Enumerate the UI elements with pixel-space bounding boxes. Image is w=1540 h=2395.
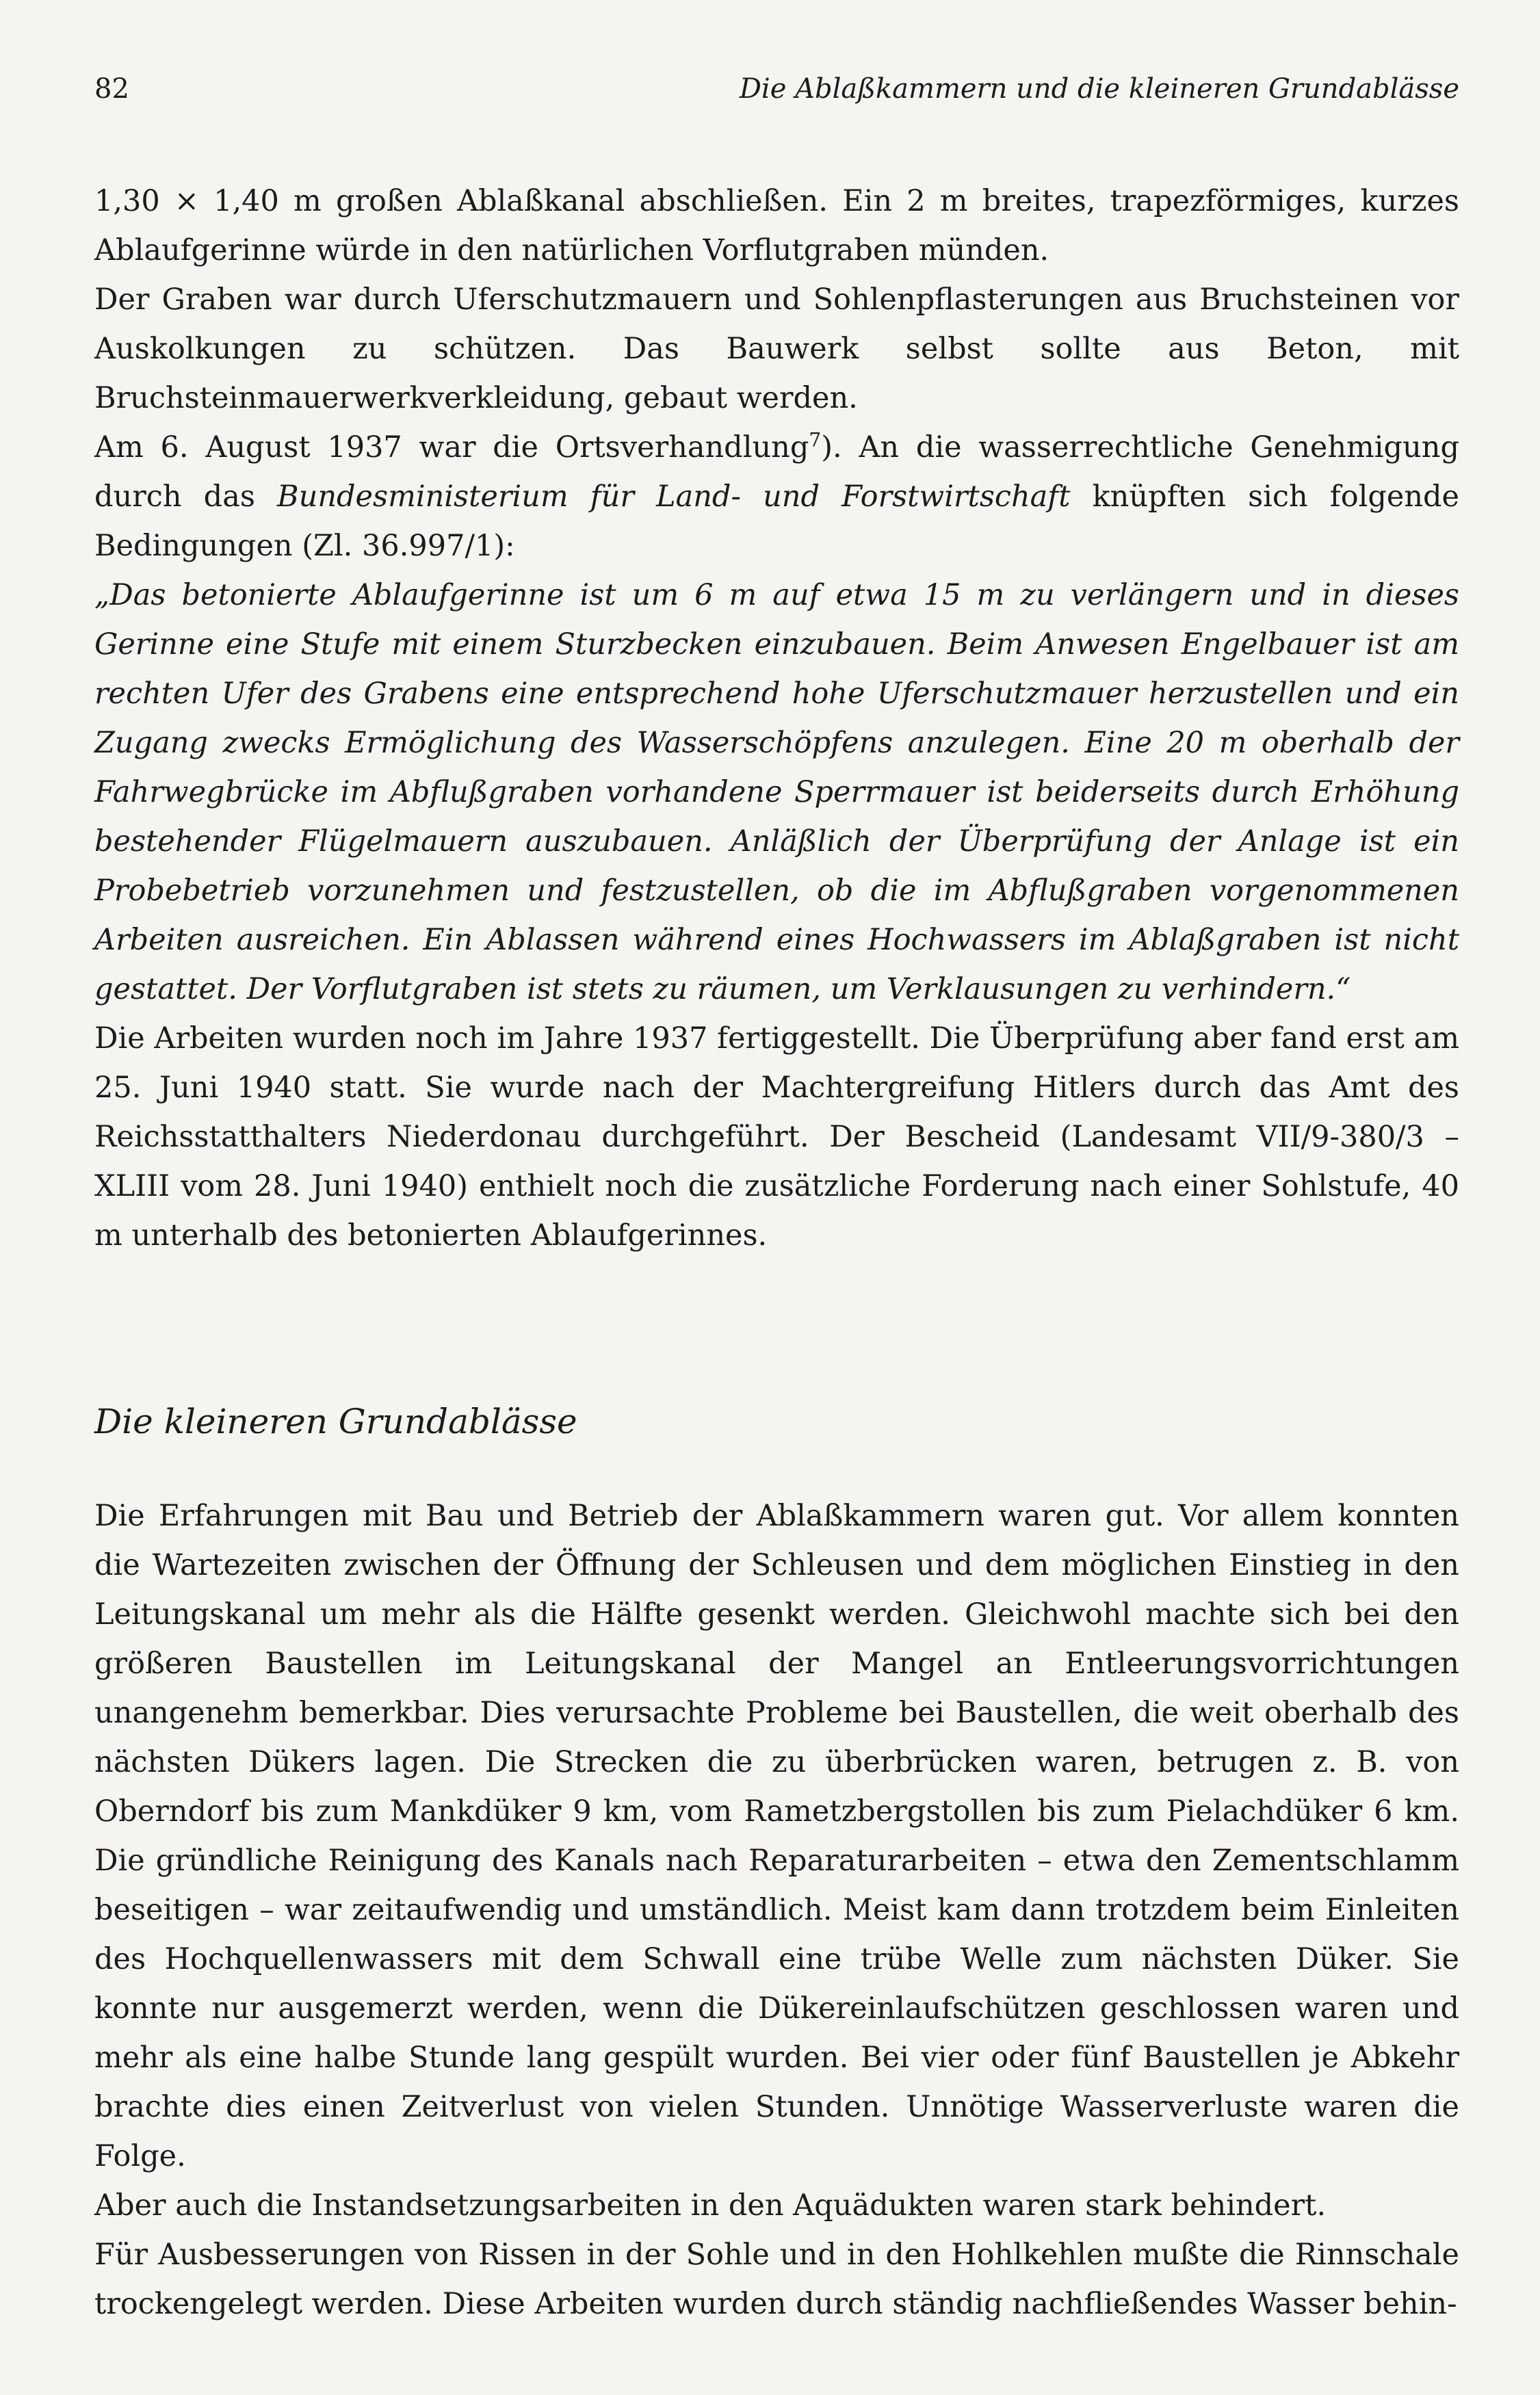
paragraph: Die Arbeiten wurden noch im Jahre 1937 fertiggestellt. Die Überprüfung aber fand erst am 25. Juni 1940 statt. Sie wurde nach der Machtergreifung Hitlers durch das Amt des Reichsstatthalters Niederdonau durchgeführt. Der Bescheid (Landesamt VII/9-380/3 – XLIII vom 28. Juni 1940) enthielt noch die zusätzliche Forderung nach einer Sohlstufe, 40 m unterhalb des betonierten Ablaufgerinnes. xyxy=(94,1021,1459,1253)
section-kleinere-grundablaesse xyxy=(94,1491,1459,2329)
paragraph: Die Erfahrungen mit Bau und Betrieb der Ablaßkammern waren gut. Vor allem konnten die Wartezeiten zwischen der Öffnung der Schleusen und dem möglichen Einstieg in den Leitungskanal um mehr als die Hälfte gesenkt werden. Gleichwohl machte sich bei den größeren Baustellen im Leitungskanal der Mangel an Entleerungsvorrichtungen unangenehm bemerkbar. Dies verursachte Probleme bei Baustellen, die weit oberhalb des nächsten Dükers lagen. Die Strecken die zu überbrücken waren, betrugen z. B. von Oberndorf bis zum Mankdüker 9 km, vom Rametzbergstollen bis zum Pielachdüker 6 km. Die gründliche Reinigung des Kanals nach Reparaturarbeiten – etwa den Zementschlamm beseitigen – war zeitaufwendig und umständlich. Meist kam dann trotzdem beim Einleiten des Hochquellenwassers mit dem Schwall eine trübe Welle zum nächsten Düker. Sie konnte nur ausgemerzt werden, wenn die Dükereinlaufschützen geschlossen waren und mehr als eine halbe Stunde lang gespült wurden. Bei vier oder fünf Baustellen je Abkehr brachte dies einen Zeitverlust von vielen Stunden. Unnötige Wasserverluste waren die Folge. xyxy=(94,1499,1459,2173)
running-title: Die Ablaßkammern und die kleineren Grundablässe xyxy=(739,73,1459,105)
text-run: Am 6. August 1937 war die Ortsverhandlung xyxy=(94,430,809,464)
page-header xyxy=(94,68,1459,109)
text-run: ). An die wasserrechtliche Genehmigung durch das xyxy=(94,430,1460,514)
paragraph xyxy=(94,423,1459,571)
paragraph: Für Ausbesserungen von Rissen in der Sohle und in den Hohlkehlen mußte die Rinnschale trockengelegt werden. Diese Arbeiten wurden durch ständig nachfließendes Wasser behin- xyxy=(94,2238,1459,2321)
section-ablasskammern xyxy=(94,176,1459,1260)
page-number: 82 xyxy=(94,73,129,105)
section-heading: Die kleineren Grundablässe xyxy=(94,1402,577,1441)
ministry-name: Bundesministerium für Land- und Forstwirtschaft xyxy=(277,480,1071,514)
paragraph: Der Graben war durch Uferschutzmauern und Sohlenpflasterungen aus Bruchsteinen vor Auskolkungen zu schützen. Das Bauwerk selbst sollte aus Beton, mit Bruchsteinmauerwerkverkleidung, gebaut werden. xyxy=(94,283,1459,415)
quoted-conditions: „Das betonierte Ablaufgerinne ist um 6 m auf etwa 15 m zu verlängern und in dieses Gerinne eine Stufe mit einem Sturzbecken einzubauen. Beim Anwesen Engelbauer ist am rechten Ufer des Grabens eine entsprechend hohe Uferschutzmauer herzustellen und ein Zugang zwecks Ermöglichung des Wasserschöpfens anzulegen. Eine 20 m oberhalb der Fahrwegbrücke im Abflußgraben vorhandene Sperrmauer ist beiderseits durch Erhöhung bestehender Flügelmauern auszubauen. Anläßlich der Überprüfung der Anlage ist ein Probebetrieb vorzunehmen und festzustellen, ob die im Abflußgraben vorgenommenen Arbeiten ausreichen. Ein Ablassen während eines Hochwassers im Ablaßgraben ist nicht gestattet. Der Vorflutgraben ist stets zu räumen, um Verklausungen zu verhindern.“ xyxy=(94,578,1459,1006)
paragraph: 1,30 × 1,40 m großen Ablaßkanal abschließen. Ein 2 m breites, trapezförmiges, kurzes Ablaufgerinne würde in den natürlichen Vorflutgraben münden. xyxy=(94,184,1459,267)
paragraph: Aber auch die Instandsetzungsarbeiten in den Aquädukten waren stark behindert. xyxy=(94,2188,1327,2223)
text-run: knüpften sich folgende Bedingungen (Zl. 36.997/1): xyxy=(94,480,1459,563)
footnote-marker: 7 xyxy=(809,428,822,451)
